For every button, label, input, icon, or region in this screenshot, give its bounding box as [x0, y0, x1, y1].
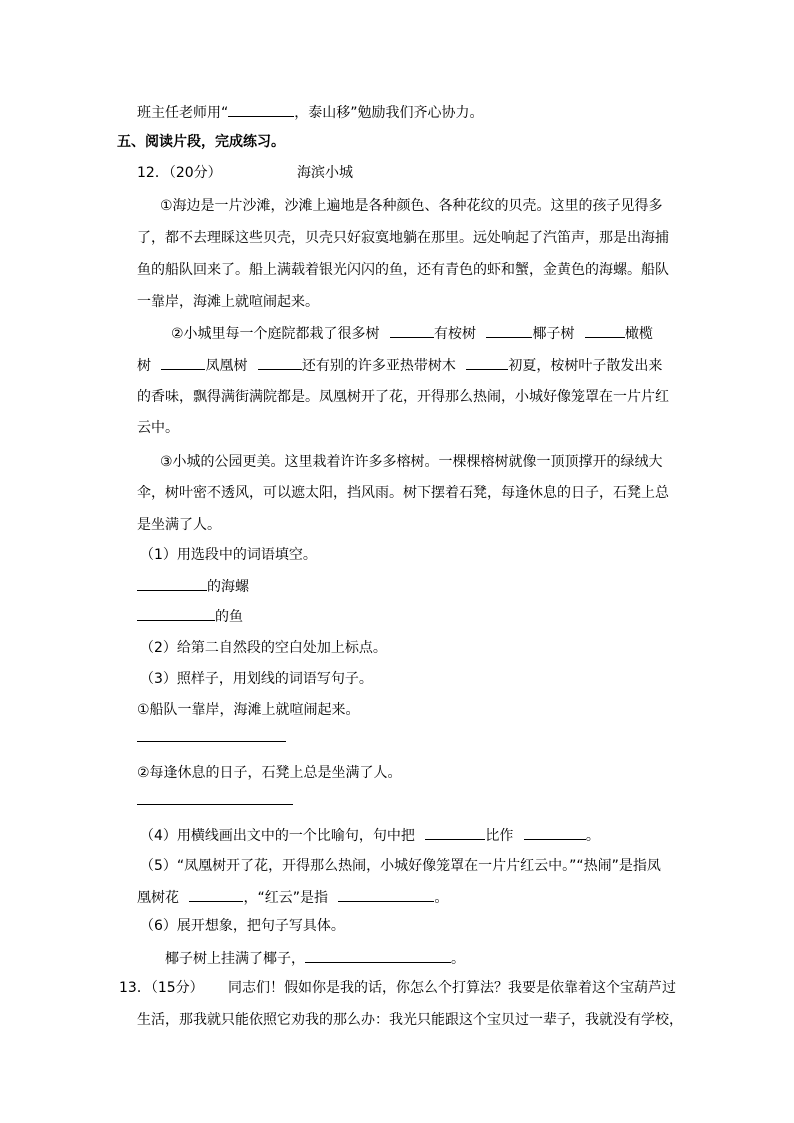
text-segment: （4）用横线画出文中的一个比喻句，句中把: [140, 828, 415, 844]
paragraph-1-line: 鱼的船队回来了。船上满载着银光闪闪的鱼，还有青色的虾和蟹，金黄色的海螺。船队: [137, 262, 669, 278]
fill-item: [137, 576, 249, 597]
answer-line[interactable]: [137, 741, 286, 742]
paragraph-2-line: 云中。: [137, 420, 179, 436]
punctuation-blank[interactable]: [486, 323, 532, 338]
paragraph-1-line: ①海边是一片沙滩，沙滩上遍地是各种颜色、各种花纹的贝壳。这里的孩子见得多: [160, 198, 663, 214]
fill-line-proverb: [137, 102, 484, 123]
paragraph-2-line: 的香味，飘得满街满院都是。凤凰树开了花，开得那么热闹，小城好像笼罩在一片片红: [137, 389, 669, 405]
paragraph-2-line: [137, 355, 662, 376]
answer-blank[interactable]: [305, 948, 451, 963]
answer-line[interactable]: [137, 804, 293, 805]
paragraph-3-line: ③小城的公园更美。这里栽着许许多多榕树。一棵棵榕树就像一顶顶撑开的绿绒大: [160, 454, 663, 470]
text-segment: 。: [434, 890, 449, 906]
text-segment: 还有别的许多亚热带树木: [301, 358, 456, 374]
text-segment: 比作: [485, 828, 514, 844]
expand-sentence: [165, 948, 465, 969]
text-segment: 的鱼: [215, 609, 243, 625]
answer-blank[interactable]: [137, 606, 215, 621]
paragraph-3-line: 是坐满了人。: [137, 517, 221, 533]
example-sentence: ②每逢休息的日子，石凳上总是坐满了人。: [137, 765, 402, 781]
text-segment: 凰树花: [137, 890, 179, 906]
text-segment: ，“红云”是指: [243, 890, 328, 906]
example-sentence: ①船队一靠岸，海滩上就喧闹起来。: [137, 702, 360, 718]
sub-question-1: （1）用选段中的词语填空。: [140, 547, 317, 563]
text-segment: ②小城里每一个庭院都栽了很多树: [171, 326, 380, 342]
paragraph-1-line: 了，都不去理睬这些贝壳，贝壳只好寂寞地躺在那里。远处响起了汽笛声，那是出海捕: [137, 230, 669, 246]
answer-blank[interactable]: [137, 576, 207, 591]
text-segment: 初夏，桉树叶子散发出来: [508, 358, 663, 374]
sub-question-5: （5）“凤凰树开了花，开得那么热闹，小城好像笼罩在一片片红云中。”“热闹”是指凤: [140, 858, 661, 874]
text-segment: 的海螺: [207, 579, 249, 595]
punctuation-blank[interactable]: [390, 323, 434, 338]
question-13-line: 生活，那我就只能依照它劝我的那么办：我光只能跟这个宝贝过一辈子，我就没有学校，: [137, 1012, 683, 1028]
fill-item: [137, 606, 243, 627]
text-segment: 凤凰树: [205, 358, 248, 374]
text-segment: 橄榄: [624, 326, 653, 342]
sub-question-5-continued: [137, 887, 448, 908]
sub-question-6: （6）展开想象，把句子写具体。: [140, 918, 345, 934]
answer-blank[interactable]: [338, 887, 434, 902]
text-segment: 树: [137, 358, 151, 374]
text-segment: 班主任老师用“: [137, 105, 229, 121]
question-13-number: 13．（15分）: [119, 980, 204, 996]
text-segment: ，泰山移”勉励我们齐心协力。: [294, 105, 484, 121]
punctuation-blank[interactable]: [258, 355, 302, 370]
answer-blank[interactable]: [524, 825, 586, 840]
sub-question-3: （3）照样子，用划线的词语写句子。: [140, 671, 373, 687]
punctuation-blank[interactable]: [466, 355, 508, 370]
answer-blank[interactable]: [425, 825, 485, 840]
passage-title: 海滨小城: [297, 165, 353, 181]
paragraph-2-line: [171, 323, 653, 344]
text-segment: 椰子树上挂满了椰子，: [165, 951, 305, 967]
text-segment: 。: [451, 951, 465, 967]
section-heading: 五、阅读片段，完成练习。: [117, 134, 285, 150]
paragraph-3-line: 伞，树叶密不透风，可以遮太阳，挡风雨。树下摆着石凳，每逢休息的日子，石凳上总: [137, 485, 669, 501]
punctuation-blank[interactable]: [161, 355, 205, 370]
text-segment: 椰子树: [532, 326, 575, 342]
question-13-line: 同志们！假如你是我的话，你怎么个打算法？我要是依靠着这个宝葫芦过: [228, 980, 676, 996]
text-segment: 。: [585, 828, 600, 844]
punctuation-blank[interactable]: [585, 323, 625, 338]
sub-question-2: （2）给第二自然段的空白处加上标点。: [140, 640, 387, 656]
answer-blank[interactable]: [228, 102, 294, 117]
answer-blank[interactable]: [189, 887, 243, 902]
sub-question-4: [140, 825, 600, 846]
question-12-number: 12．（20分）: [137, 165, 222, 181]
text-segment: 有桉树: [434, 326, 477, 342]
paragraph-1-line: 一靠岸，海滩上就喧闹起来。: [137, 294, 319, 310]
